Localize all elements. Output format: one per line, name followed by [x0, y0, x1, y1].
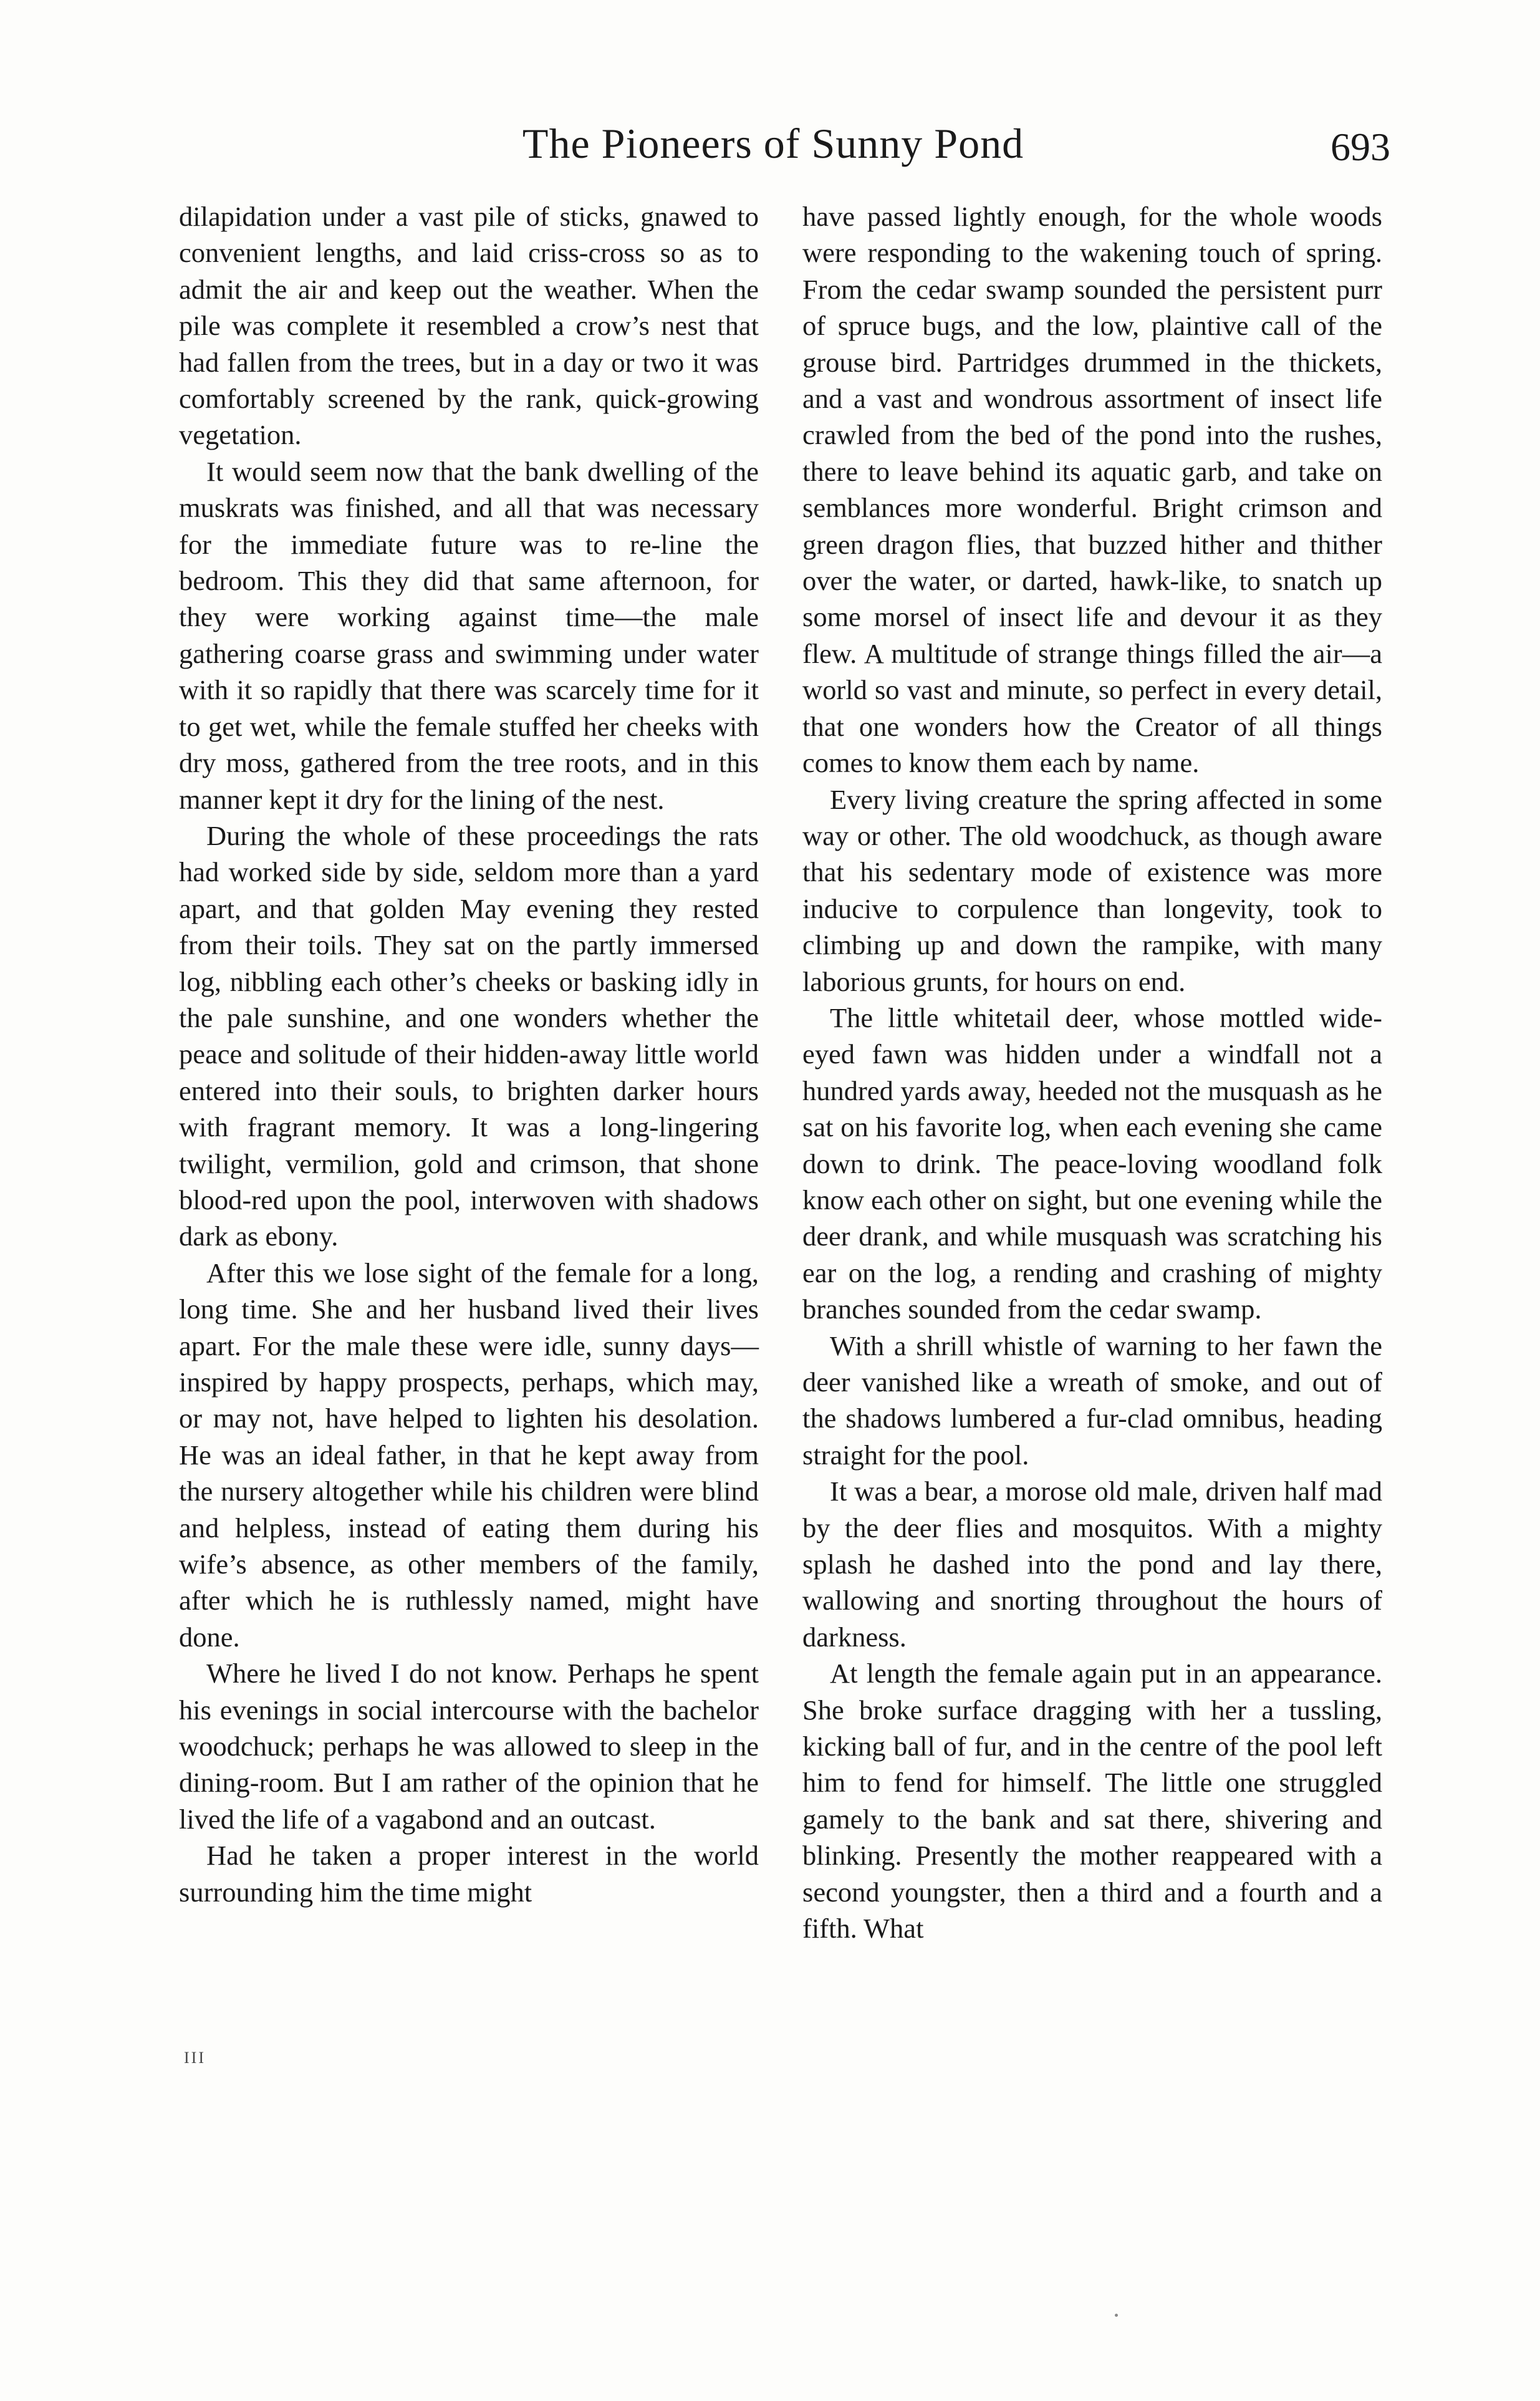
paragraph: With a shrill whistle of warning to her fawn the deer vanished like a wreath of smoke, and out of the shadows lumbered a fur-clad omnibus, heading straight for the pool.	[802, 1330, 1382, 1471]
paragraph: It would seem now that the bank dwelling of the muskrats was finished, and all that was necessary for the immediate future was to re-line the bedroom. This they did that same afternoon, for they were working against time—the male gathering coarse grass and swimming under water with it so rapidly that there was scarcely time for it to get wet, while the female stuffed her cheeks with dry moss, gathered from the tree roots, and in this manner kept it dry for the lining of the nest.	[179, 455, 759, 815]
paragraph: During the whole of these proceedings the rats had worked side by side, seldom more than a yard apart, and that golden May evening they rested from their toils. They sat on the partly immersed log, nibbling each other’s cheeks or basking idly in the pale sunshine, and one wonders whether the peace and solitude of their hidden-away little world entered into their souls, to brighten darker hours with fragrant memory. It was a long-lingering twilight, vermilion, gold and crimson, that shone blood-red upon the pool, interwoven with shadows dark as ebony.	[179, 819, 759, 1252]
signature-mark: III	[184, 2049, 206, 2067]
paragraph: Had he taken a proper interest in the world surrounding him the time might	[179, 1840, 759, 1908]
right-column	[802, 198, 1382, 1947]
paragraph: After this we lose sight of the female for a long, long time. She and her husband lived their lives apart. For the male these were idle, sunny days—inspired by happy prospects, perhaps, which may, or may not, have helped to lighten his desolation. He was an ideal father, in that he kept away from the nursery altogether while his children were blind and helpless, instead of eating them during his wife’s absence, as other members of the family, after which he is ruthlessly named, might have done.	[179, 1257, 759, 1653]
page-number: 693	[1331, 125, 1390, 169]
running-title: The Pioneers of Sunny Pond	[522, 120, 1024, 167]
paragraph: Where he lived I do not know. Perhaps he spent his evenings in social intercourse with the bachelor woodchuck; perhaps he was allowed to sleep in the dining-room. But I am rather of the opinion that he lived the life of a vagabond and an outcast.	[179, 1658, 759, 1835]
paragraph: At length the female again put in an appearance. She broke surface dragging with her a tussling, kicking ball of fur, and in the centre of the pool left him to fend for himself. The little one struggled gamely to the bank and sat there, shivering and blinking. Presently the mother reappeared with a second youngster, then a third and a fourth and a fifth. What	[802, 1658, 1382, 1944]
ink-speck	[1115, 2314, 1118, 2317]
running-head	[156, 115, 1390, 172]
left-column	[179, 198, 759, 1910]
paragraph: The little whitetail deer, whose mottled wide-eyed fawn was hidden under a windfall not a hundred yards away, heeded not the musquash as he sat on his favorite log, when each evening she came down to drink. The peace-loving woodland folk know each other on sight, but one evening while the deer drank, and while musquash was scratching his ear on the log, a rending and crashing of mighty branches sounded from the cedar swamp.	[802, 1002, 1382, 1325]
paragraph: Every living creature the spring affected in some way or other. The old woodchuck, as though aware that his sedentary mode of existence was more inducive to corpulence than longevity, took to climbing up and down the rampike, with many laborious grunts, for hours on end.	[802, 783, 1382, 997]
paragraph: have passed lightly enough, for the whole woods were responding to the wakening touch of spring. From the cedar swamp sounded the persistent purr of spruce bugs, and the low, plaintive call of the grouse bird. Partridges drummed in the thickets, and a vast and wondrous assortment of insect life crawled from the bed of the pond into the rushes, there to leave behind its aquatic garb, and take on semblances more wonderful. Bright crimson and green dragon flies, that buzzed hither and thither over the water, or darted, hawk-like, to snatch up some morsel of insect life and devour it as they flew. A multitude of strange things filled the air—a world so vast and minute, so perfect in every detail, that one wonders how the Creator of all things comes to know them each by name.	[802, 201, 1382, 779]
paragraph: It was a bear, a morose old male, driven half mad by the deer flies and mosquitos. With a mighty splash he dashed into the pond and lay there, wallowing and snorting throughout the hours of darkness.	[802, 1476, 1382, 1653]
paragraph: dilapidation under a vast pile of sticks, gnawed to convenient lengths, and laid criss-cross so as to admit the air and keep out the weather. When the pile was complete it resembled a crow’s nest that had fallen from the trees, but in a day or two it was comfortably screened by the rank, quick-growing vegetation.	[179, 201, 759, 451]
